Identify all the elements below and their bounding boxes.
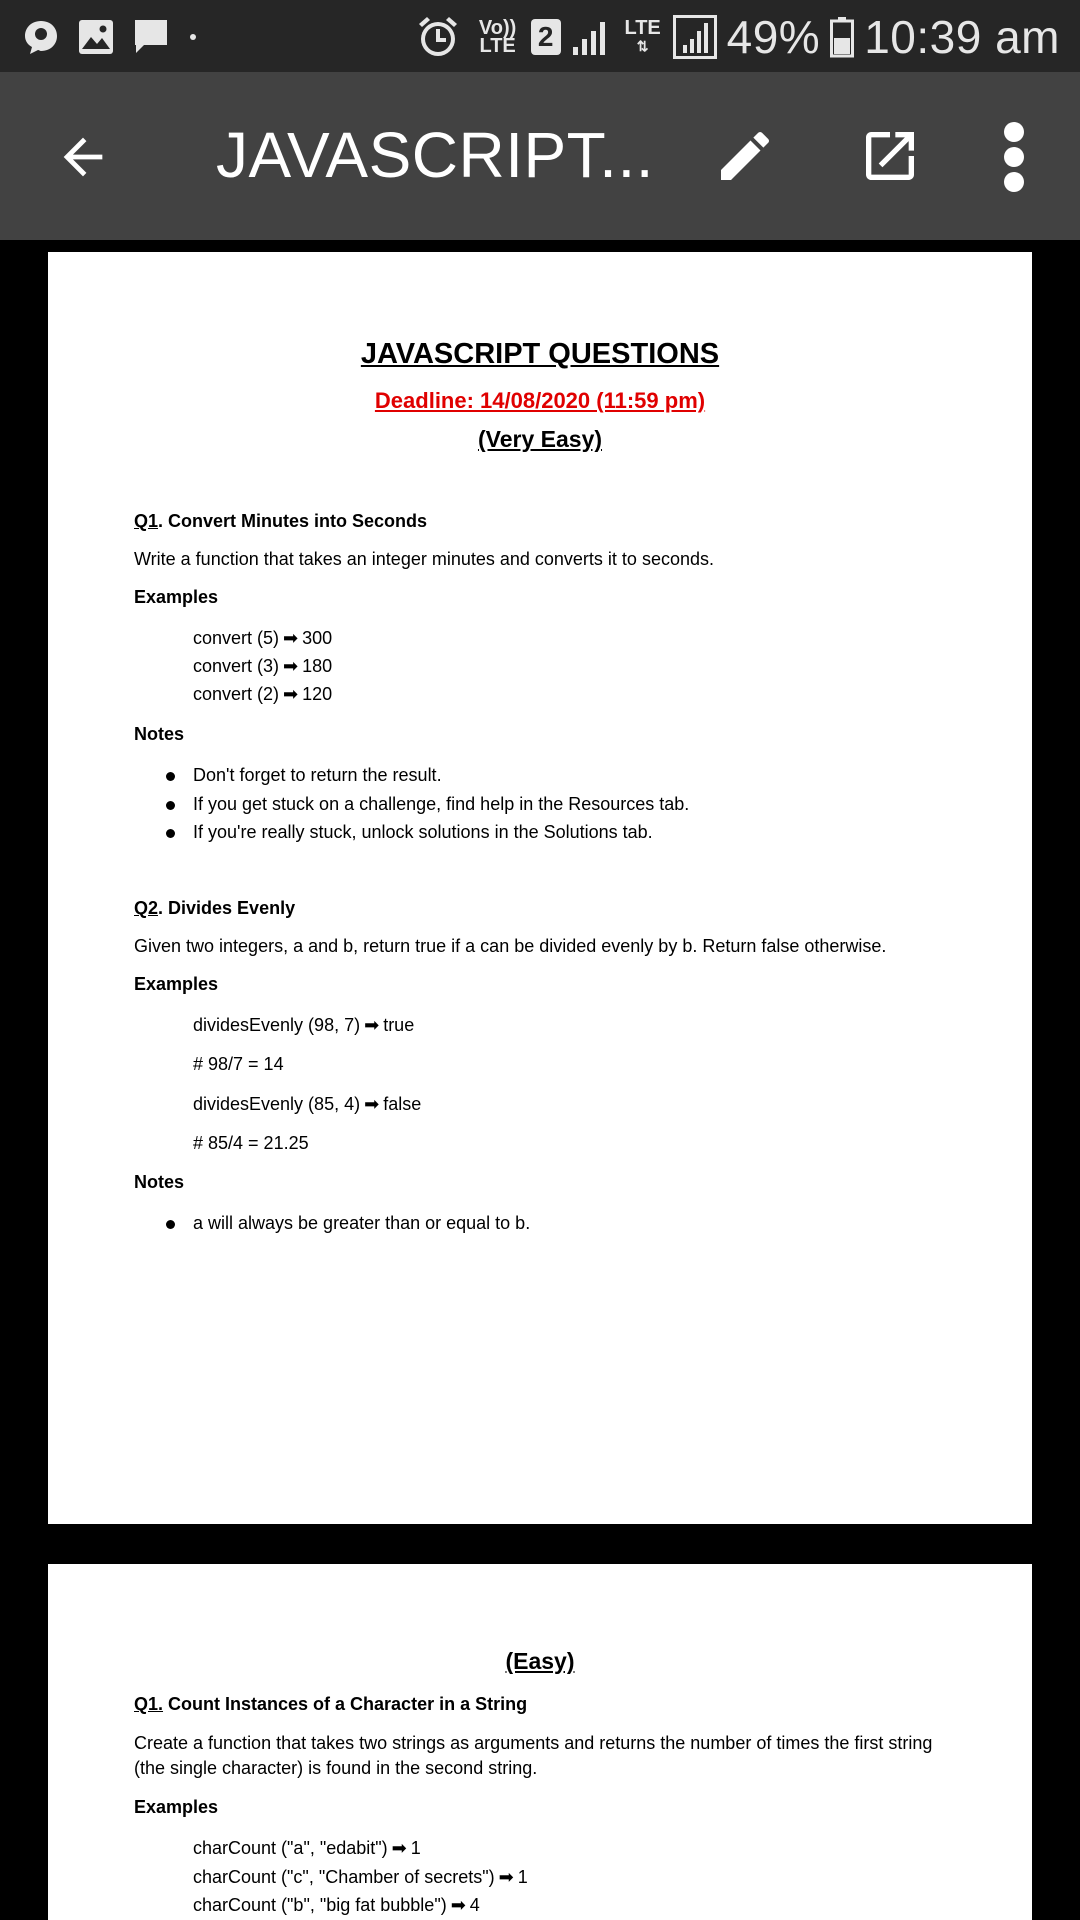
q1-description: Write a function that takes an integer minutes and converts it to seconds. [134, 549, 714, 569]
q1-number: Q1 [134, 511, 159, 531]
battery-icon [830, 16, 854, 58]
q2-number: Q2 [134, 898, 159, 918]
q2-example: dividesEvenly (85, 4) ➡ false [193, 1094, 422, 1114]
deadline: Deadline: 14/08/2020 (11:59 pm) [374, 388, 706, 413]
easy-q1-heading [134, 1694, 527, 1715]
q2-note: a will always be greater than or equal to b. [193, 1213, 531, 1233]
edit-pencil-icon[interactable] [713, 124, 777, 188]
arrow-icon: ➡ [283, 684, 299, 704]
q2-example-comment: # 98/7 = 14 [193, 1054, 284, 1074]
dot-icon [188, 32, 198, 42]
alarm-icon [417, 15, 459, 59]
easy-q1-example: charCount ("c", "Chamber of secrets") ➡ 1 [193, 1867, 528, 1887]
system-icons [417, 8, 1060, 66]
level-very-easy: (Very Easy) [477, 426, 603, 452]
q1-note: If you get stuck on a challenge, find help in the Resources tab. [193, 794, 690, 814]
sim-2-icon: 2 [531, 19, 561, 55]
q1-note: If you're really stuck, unlock solutions in the Solutions tab. [193, 822, 653, 842]
easy-q1-examples-label: Examples [134, 1797, 219, 1817]
more-vert-icon[interactable] [994, 122, 1034, 192]
arrow-icon: ➡ [391, 1838, 407, 1858]
easy-q1-number: Q1. [134, 1694, 164, 1714]
easy-q1-example: charCount ("b", "big fat bubble") ➡ 4 [193, 1895, 480, 1915]
chat-bubble-icon [22, 18, 60, 56]
q2-notes-label: Notes [134, 1172, 185, 1192]
doc-heading: JAVASCRIPT QUESTIONS [360, 338, 720, 370]
q1-example: convert (3) ➡ 180 [193, 656, 333, 676]
easy-q1-description: (the single character) is found in the second string. [134, 1758, 538, 1778]
document-title: JAVASCRIPT... [216, 119, 654, 191]
q1-example: convert (2) ➡ 120 [193, 684, 333, 704]
q1-example: convert (5) ➡ 300 [193, 628, 333, 648]
notification-icons [22, 14, 198, 60]
signal-strength-icon [673, 15, 717, 59]
open-external-icon[interactable] [858, 124, 922, 188]
document-page-2[interactable] [48, 1564, 1032, 1920]
q1-note: Don't forget to return the result. [193, 765, 442, 785]
q1-notes-label: Notes [134, 724, 185, 744]
q2-heading [134, 898, 295, 919]
arrow-icon: ➡ [450, 1895, 466, 1915]
status-bar [0, 0, 1080, 72]
document-page-1[interactable] [48, 252, 1032, 1524]
arrow-icon: ➡ [283, 628, 299, 648]
arrow-icon: ➡ [364, 1015, 380, 1035]
q2-description: Given two integers, a and b, return true if a can be divided evenly by b. Return false otherwise. [134, 936, 887, 956]
q1-examples-label: Examples [134, 587, 219, 607]
bullet-icon [166, 1220, 175, 1229]
q1-heading [134, 511, 427, 532]
arrow-icon: ➡ [364, 1094, 380, 1114]
bullet-icon [166, 772, 175, 781]
bullet-icon [166, 829, 175, 838]
level-easy: (Easy) [505, 1648, 575, 1674]
image-icon [78, 19, 114, 55]
q2-title: . Divides Evenly [158, 898, 296, 918]
message-icon [132, 18, 170, 56]
battery-percent: 49% [726, 11, 821, 63]
easy-q1-example: charCount ("a", "edabit") ➡ 1 [193, 1838, 421, 1858]
clock: 10:39 am [864, 11, 1060, 63]
q1-title: . Convert Minutes into Seconds [158, 511, 428, 531]
easy-q1-title: Count Instances of a Character in a String [163, 1694, 528, 1714]
app-bar [0, 72, 1080, 240]
q2-example-comment: # 85/4 = 21.25 [193, 1133, 309, 1153]
signal-icon [571, 17, 613, 57]
bullet-icon [166, 801, 175, 810]
arrow-icon: ➡ [283, 656, 299, 676]
back-arrow-icon[interactable] [54, 128, 112, 186]
q2-examples-label: Examples [134, 974, 219, 994]
easy-q1-description: Create a function that takes two strings as arguments and returns the number of times the first string [134, 1733, 933, 1753]
arrow-icon: ➡ [498, 1867, 514, 1887]
q2-example: dividesEvenly (98, 7) ➡ true [193, 1015, 415, 1035]
volte-icon: Vo)) LTE [478, 17, 517, 57]
lte-icon: LTE ⇅ [624, 17, 661, 54]
